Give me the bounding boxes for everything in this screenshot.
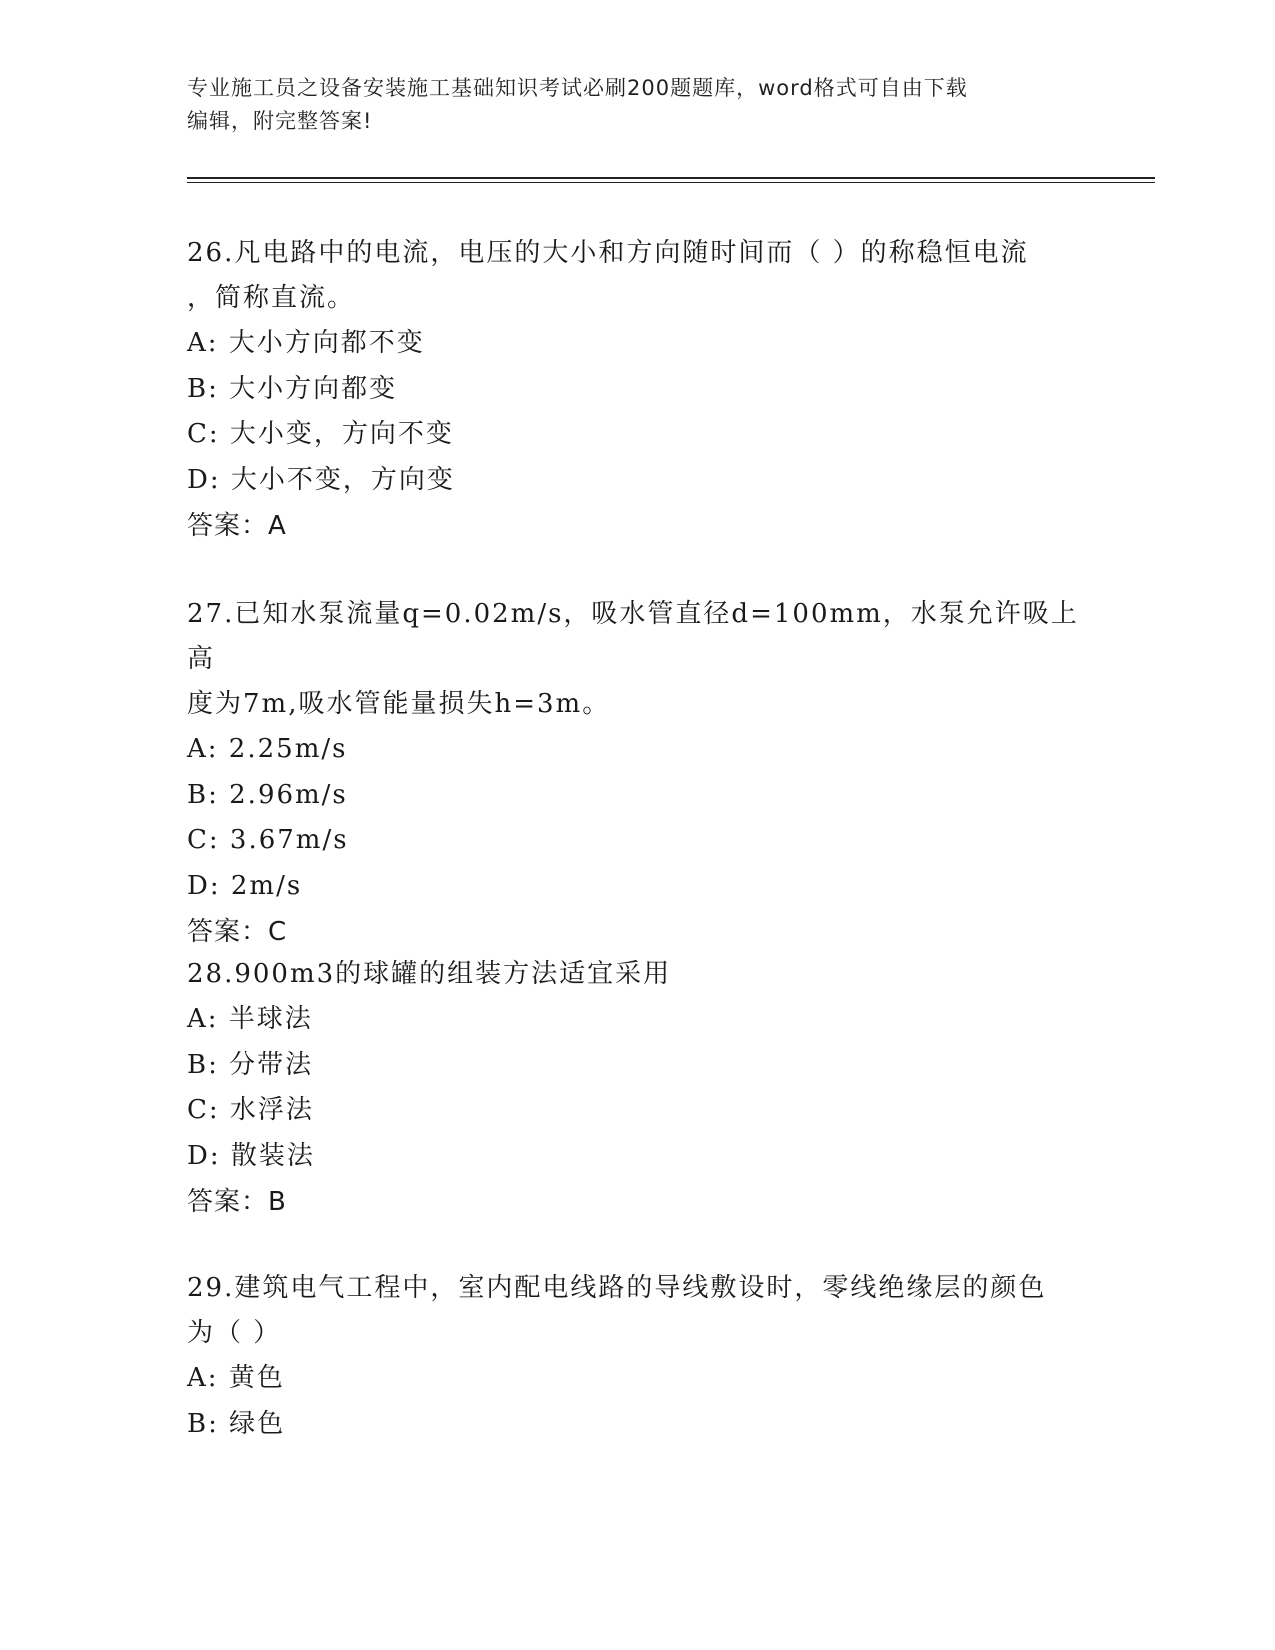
option-b: B: 大小方向都变: [187, 373, 398, 404]
document-header: [187, 72, 1087, 138]
header-divider-thin: [187, 182, 1155, 183]
question-28: [187, 952, 1087, 1225]
question-stem-line-1: 29.建筑电气工程中，室内配电线路的导线敷设时，零线绝缘层的颜色: [187, 1273, 1047, 1303]
question-29: [187, 1266, 1087, 1447]
question-27: [187, 592, 1087, 955]
question-stem-line-1: 27.已知水泵流量q=0.02m/s，吸水管直径d=100mm，水泵允许吸上高: [187, 599, 1079, 674]
option-c: C: 水浮法: [187, 1095, 314, 1125]
option-a: A: 大小方向都不变: [187, 328, 425, 358]
option-d: D: 大小不变，方向变: [187, 464, 455, 495]
option-a: A: 黄色: [187, 1363, 285, 1393]
option-c: C: 3.67m/s: [187, 825, 349, 855]
question-stem-line-1: 28.900m3的球罐的组装方法适宜采用: [187, 959, 672, 989]
option-b: B: 分带法: [187, 1049, 314, 1080]
option-d: D: 2m/s: [187, 870, 303, 901]
question-stem-line-2: 度为7m,吸水管能量损失h=3m。: [187, 689, 611, 719]
answer-label: 答案：C: [187, 917, 288, 947]
header-line-2: 编辑，附完整答案!: [187, 109, 373, 133]
option-c: C: 大小变，方向不变: [187, 419, 454, 449]
question-stem-line-2: 为（ ）: [187, 1318, 282, 1348]
answer-label: 答案：A: [187, 511, 287, 541]
question-stem-line-2: ，简称直流。: [187, 283, 356, 313]
question-stem-line-1: 26.凡电路中的电流，电压的大小和方向随时间而（ ）的称稳恒电流: [187, 238, 1029, 268]
question-26: [187, 231, 1087, 549]
header-line-1: 专业施工员之设备安装施工基础知识考试必刷200题题库，word格式可自由下载: [187, 76, 968, 100]
option-a: A: 2.25m/s: [187, 734, 348, 764]
option-d: D: 散装法: [187, 1140, 315, 1171]
option-b: B: 绿色: [187, 1408, 286, 1439]
answer-label: 答案：B: [187, 1187, 287, 1217]
header-divider-thick: [187, 177, 1155, 179]
option-a: A: 半球法: [187, 1004, 313, 1034]
option-b: B: 2.96m/s: [187, 779, 348, 810]
